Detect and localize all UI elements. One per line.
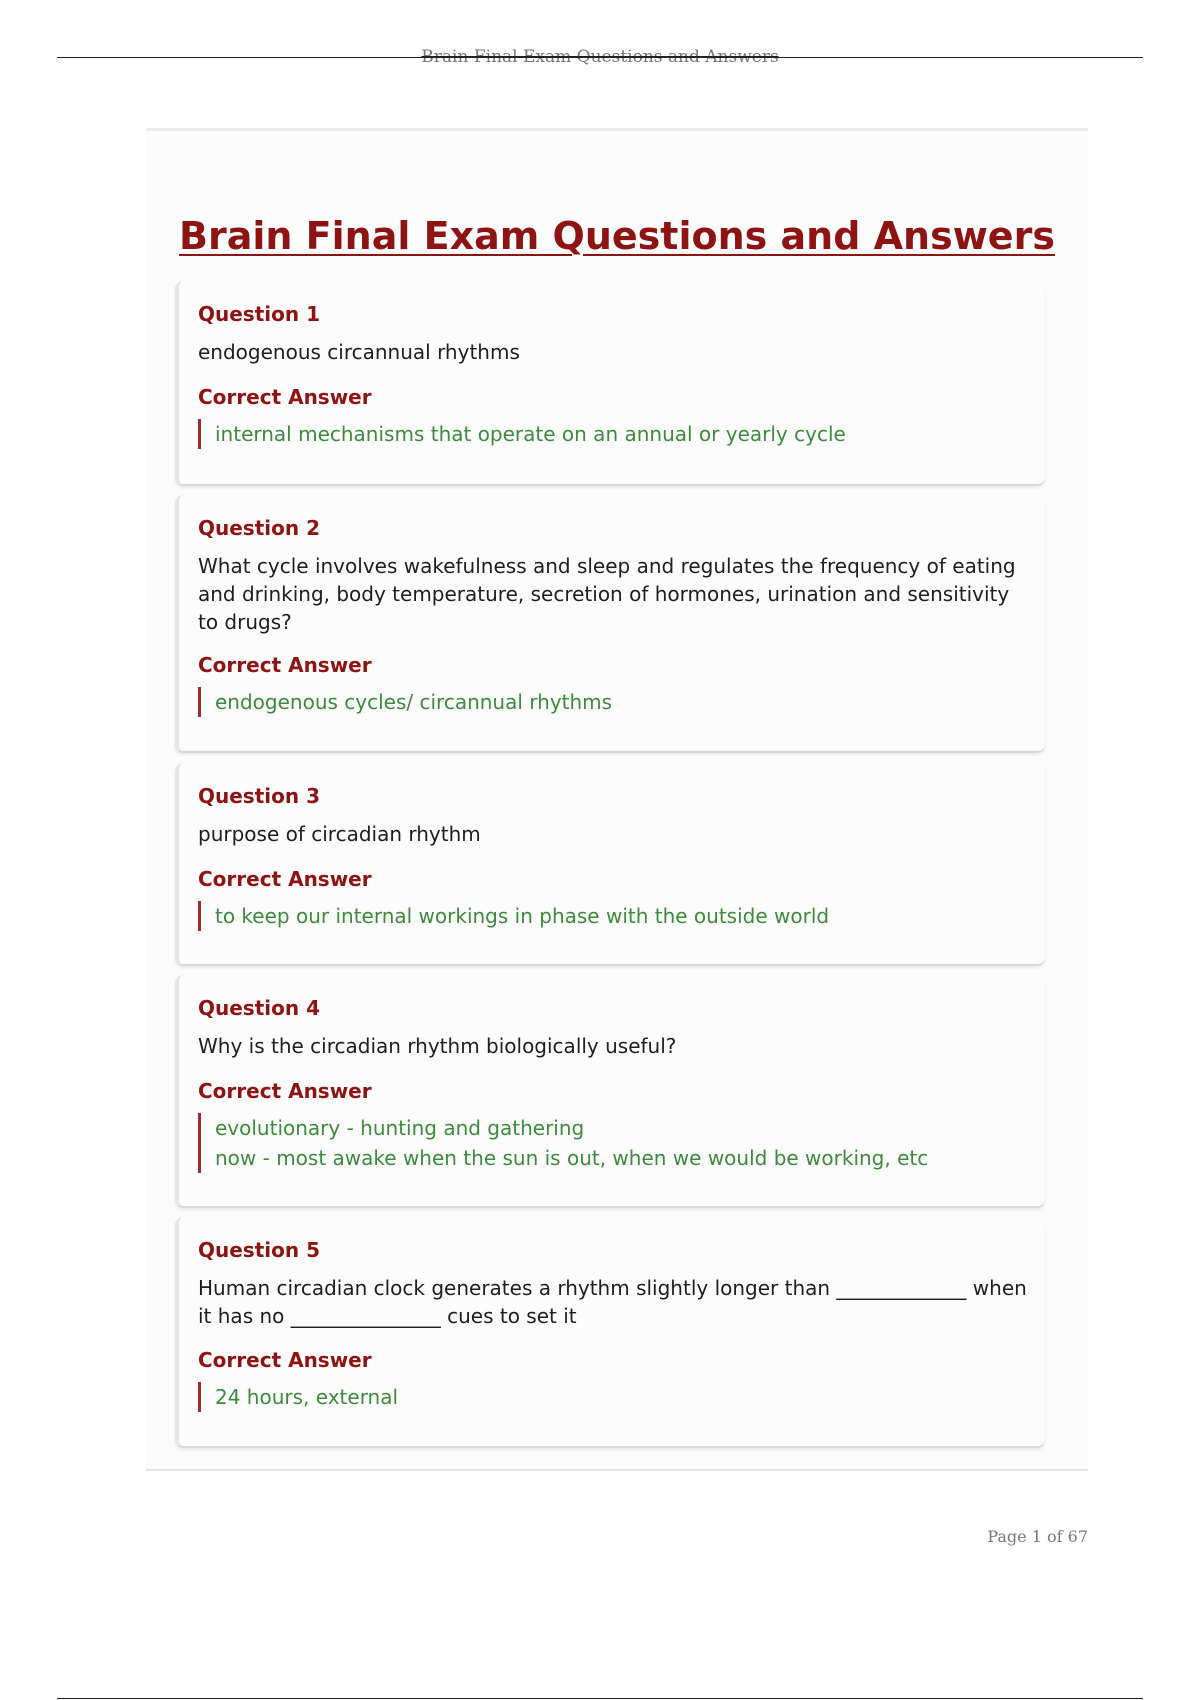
answer-block	[198, 1382, 1015, 1412]
answer-text: evolutionary - hunting and gathering	[215, 1116, 585, 1140]
question-label: Question 5	[198, 1238, 320, 1262]
question-card-2	[175, 495, 1045, 753]
answer-block	[198, 1113, 1015, 1173]
document-title: Brain Final Exam Questions and Answers	[179, 214, 1055, 258]
answer-text: to keep our internal workings in phase with the outside world	[215, 904, 830, 928]
answer-text: internal mechanisms that operate on an annual or yearly cycle	[215, 422, 846, 446]
question-card-3	[175, 763, 1045, 966]
answer-block	[198, 687, 1015, 717]
question-text: Why is the circadian rhythm biologically useful?	[198, 1034, 677, 1058]
question-label: Question 2	[198, 516, 320, 540]
question-card-1	[175, 281, 1045, 486]
answer-label: Correct Answer	[198, 653, 372, 677]
answer-text: endogenous cycles/ circannual rhythms	[215, 690, 613, 714]
question-card-5	[175, 1217, 1045, 1448]
question-text: What cycle involves wakefulness and sleep and regulates the frequency of eating and drinking, body temperature, secretion of hormones, urination and sensitivity to drugs?	[198, 554, 1016, 634]
page-number: Page 1 of 67	[987, 1527, 1088, 1546]
question-label: Question 4	[198, 996, 320, 1020]
answer-block	[198, 901, 1015, 931]
answer-label: Correct Answer	[198, 867, 372, 891]
answer-text: 24 hours, external	[215, 1385, 399, 1409]
answer-text: now - most awake when the sun is out, when we would be working, etc	[215, 1146, 929, 1170]
answer-label: Correct Answer	[198, 385, 372, 409]
answer-block	[198, 419, 1015, 449]
answer-label: Correct Answer	[198, 1348, 372, 1372]
question-text: purpose of circadian rhythm	[198, 822, 481, 846]
running-header: Brain Final Exam Questions and Answers	[421, 47, 779, 67]
question-label: Question 1	[198, 302, 320, 326]
question-card-4	[175, 975, 1045, 1208]
content-frame	[146, 128, 1088, 1471]
question-text: endogenous circannual rhythms	[198, 340, 520, 364]
answer-label: Correct Answer	[198, 1079, 372, 1103]
footer-rule	[57, 1698, 1143, 1699]
header-rule	[57, 57, 1143, 58]
question-label: Question 3	[198, 784, 320, 808]
question-text: Human circadian clock generates a rhythm slightly longer than _____________ when it has no _______________ cues to set it	[198, 1276, 1027, 1328]
